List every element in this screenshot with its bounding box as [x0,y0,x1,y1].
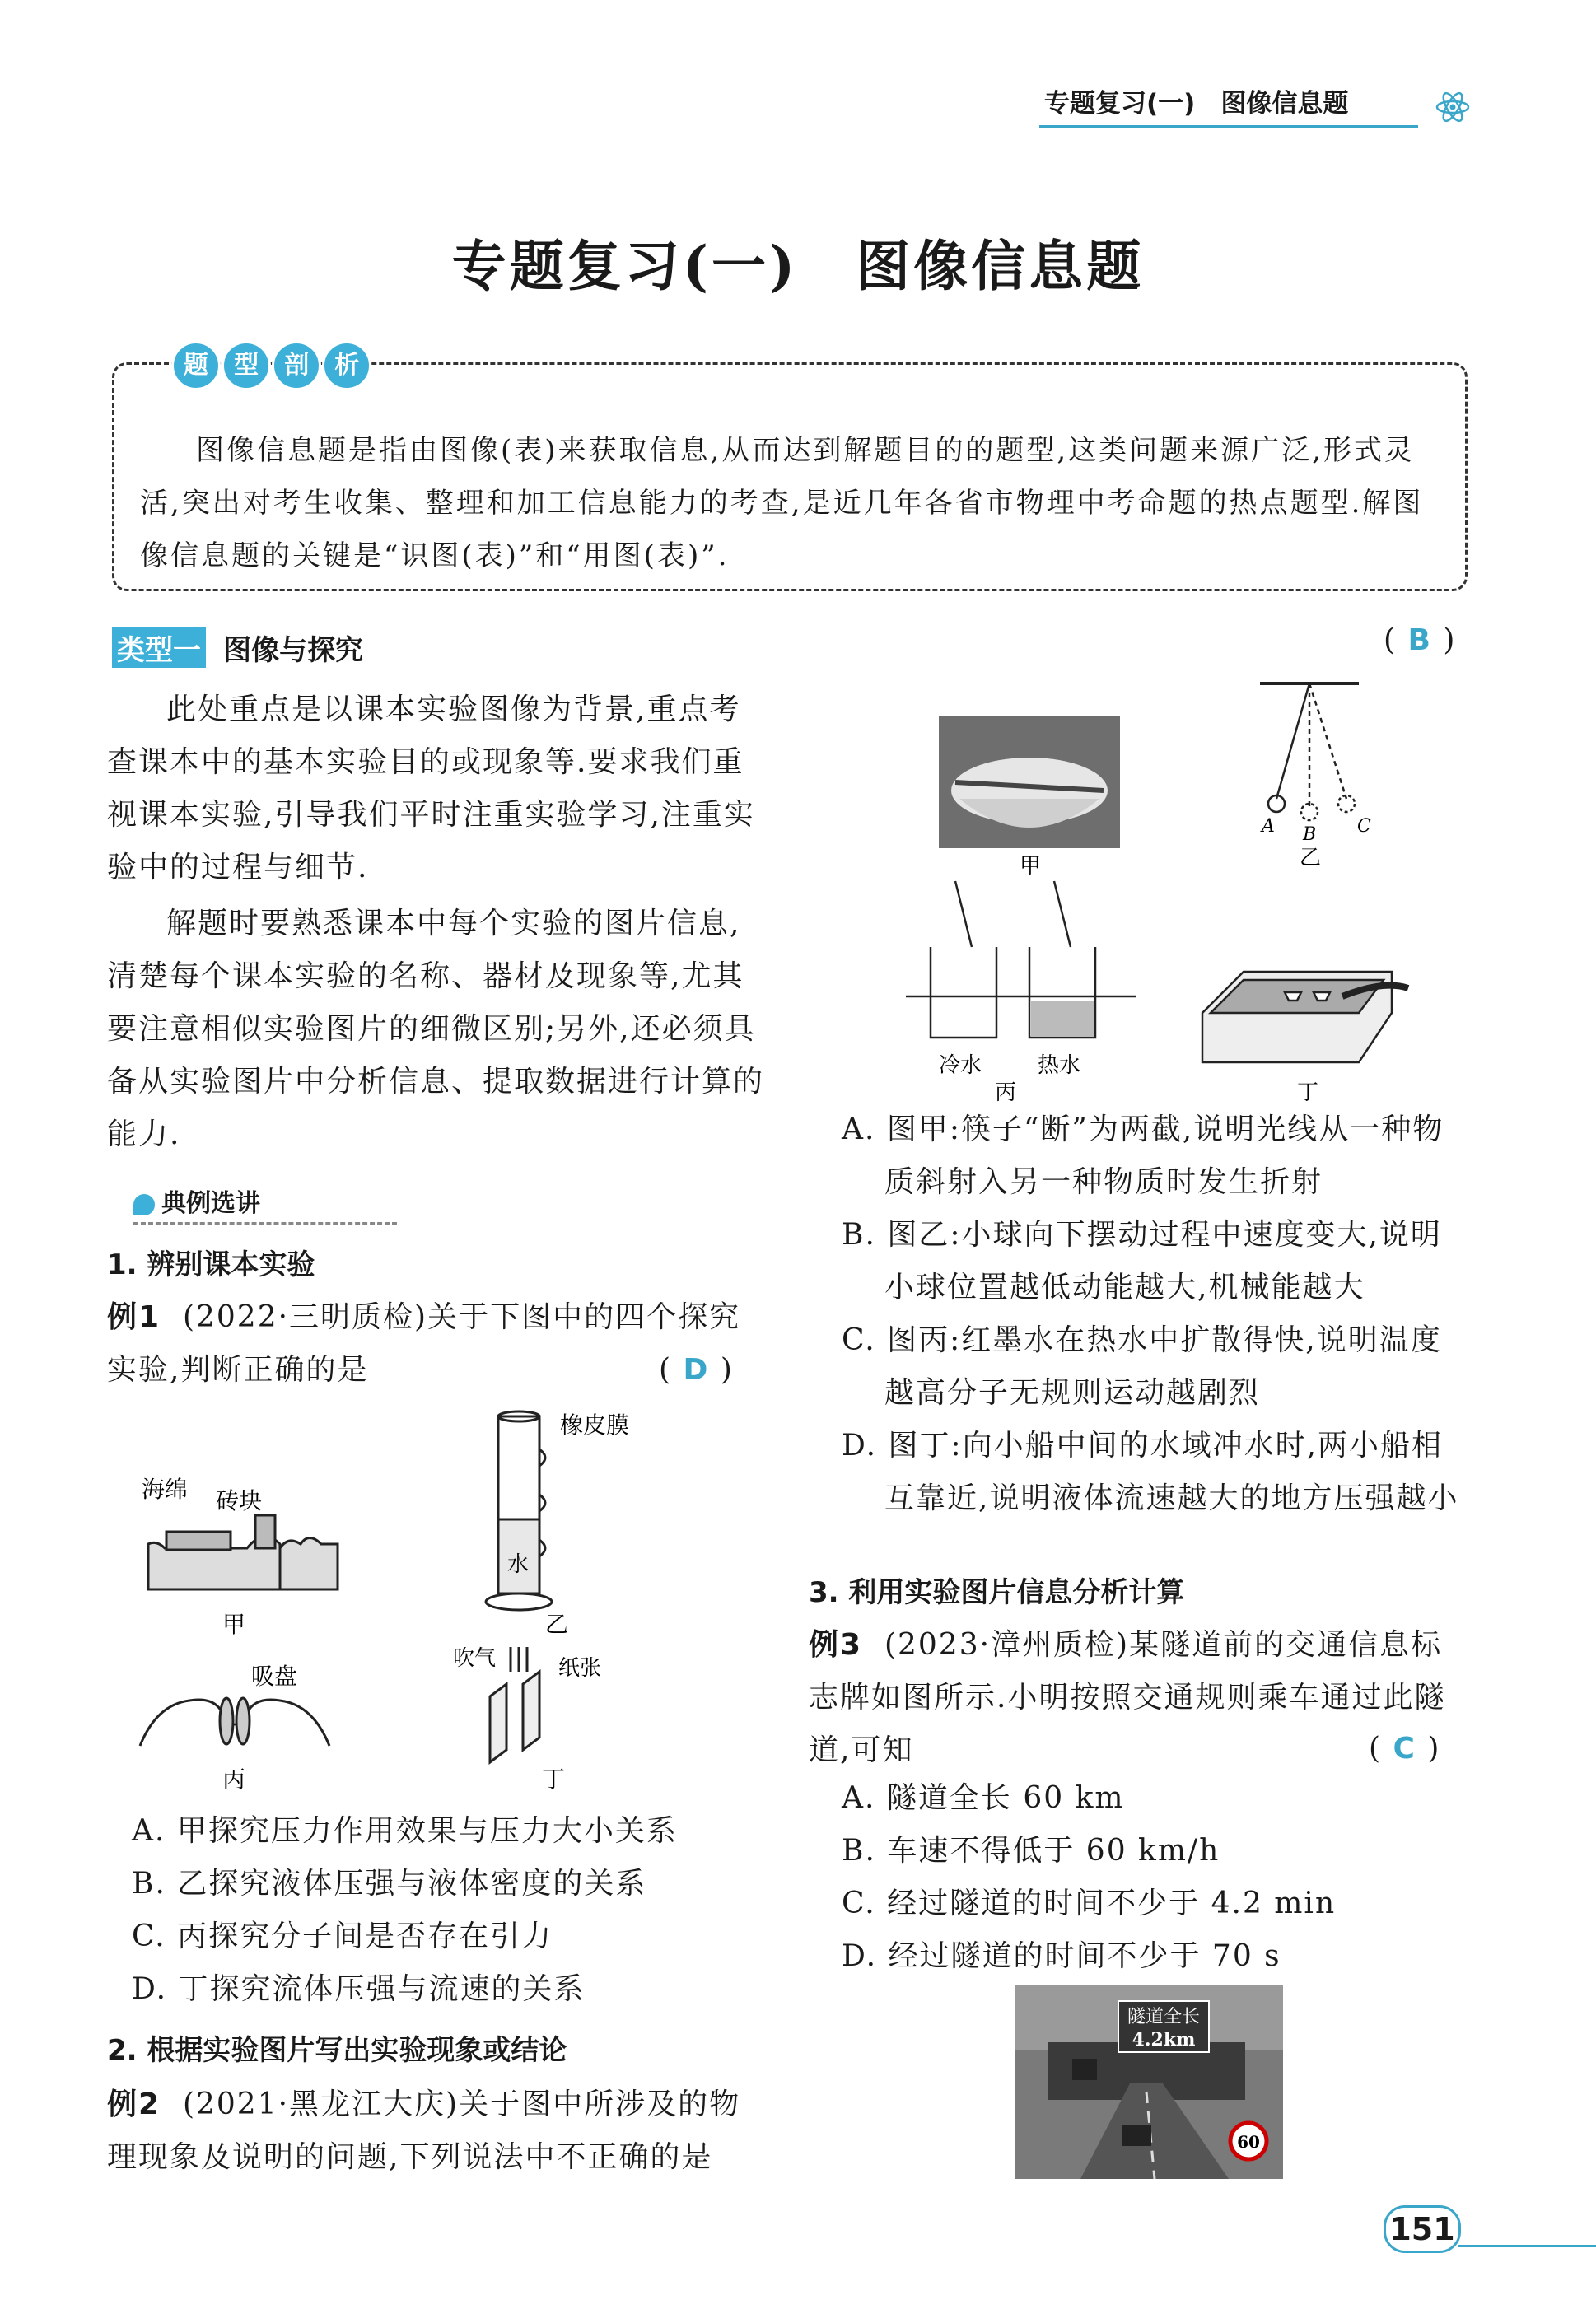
paper-figure [490,1647,539,1762]
ex2-answer-letter: B [1407,623,1432,657]
label-sucker: 吸盘 [251,1663,298,1690]
ex2-options [842,1103,1468,1525]
ex1-options [132,1805,774,2016]
label-bing: 丙 [995,1080,1017,1103]
label-yi: 乙 [1300,846,1322,870]
section-1-title: 1. 辨别课本实验 [107,1248,315,1281]
ex3-option-b: B. 车速不得低于 60 km/h [842,1834,1220,1868]
ex1-option-a: A. 甲探究压力作用效果与压力大小关系 [132,1814,678,1848]
sign-line2: 4.2km [1132,2029,1196,2050]
label-water: 水 [507,1552,530,1577]
type1-para2: 解题时要熟悉课本中每个实验的图片信息,清楚每个课本实验的名称、器材及现象等,尤其要注意相似实验图片的细微区别;另外,还必须具备从实验图片中分析信息、提取数据进行计算的能力. [107,907,765,1151]
type1-title: 图像与探究 [223,634,364,667]
ex3-option-d: D. 经过隧道的时间不少于 70 s [842,1939,1281,1973]
label-paper: 纸张 [558,1656,602,1681]
ex2-stem [107,2078,766,2184]
pendulum-figure [1260,683,1359,820]
examples-header [133,1183,397,1225]
ex2-option-c: C. 图丙:红墨水在热水中扩散得快,说明温度越高分子无规则运动越剧烈 [842,1323,1442,1410]
badge-char: 剖 [272,341,321,390]
label-jia: 甲 [222,1611,246,1638]
ex3-answer: ( C ) [1369,1732,1441,1766]
analysis-badge [171,341,368,390]
label-c: C [1357,816,1371,837]
section-3-title: 3. 利用实验图片信息分析计算 [809,1576,1185,1609]
sign-line1: 隧道全长 [1127,2007,1201,2027]
running-header: 专题复习(一) 图像信息题 [1044,89,1349,119]
page-title: 专题复习(一) 图像信息题 [451,234,1145,298]
ex2-figures [898,667,1441,1103]
ex2-option-d: D. 图丁:向小船中间的水域冲水时,两小船相互靠近,说明液体流速越大的地方压强越小 [842,1429,1459,1515]
badge-char: 题 [171,341,221,390]
ex1-option-d: D. 丁探究流体压强与流速的关系 [132,1972,586,2006]
cylinder-figure [486,1411,552,1610]
ex2-label: 例2 [107,2088,161,2121]
ex3-answer-letter: C [1393,1732,1416,1766]
ex1-figures [124,1400,766,1795]
label-a: A [1262,816,1275,837]
label-jia: 甲 [1020,854,1042,879]
label-b: B [1303,824,1317,845]
label-brick: 砖块 [216,1487,263,1514]
ex2-option-b: B. 图乙:小球向下摆动过程中速度变大,说明小球位置越低动能越大,机械能越大 [842,1218,1442,1304]
speed-limit: 60 [1237,2132,1260,2152]
type1-para1: 此处重点是以课本实验图像为背景,重点考查课本中的基本实验目的或现象等.要求我们重视课本实验,引导我们平时注重实验学习,注重实验中的过程与细节. [107,693,755,884]
section-2-title: 2. 根据实验图片写出实验现象或结论 [107,2034,567,2067]
label-ding: 丁 [1297,1080,1319,1103]
ex2-stem-text: (2021·黑龙江大庆)关于图中所涉及的物理现象及说明的问题,下列说法中不正确的是 [107,2088,741,2174]
sponge-figure [148,1515,338,1589]
ex3-options [842,1772,1468,1983]
type1-heading [112,627,771,668]
ex2-answer: ( B ) [1384,623,1457,657]
atom-icon [1435,89,1471,128]
ex3-option-c: C. 经过隧道的时间不少于 4.2 min [842,1887,1337,1920]
badge-char: 析 [322,341,371,390]
ex1-label: 例1 [107,1300,161,1334]
analysis-text: 图像信息题是指由图像(表)来获取信息,从而达到解题目的的题型,这类问题来源广泛,形式灵活,突出对考生收集、整理和加工信息能力的考查,是近几年各省市物理中考命题的热点题型.解图像信息题的关键是“识图(表)”和“用图(表)”. [140,434,1424,572]
label-blow: 吹气 [453,1646,497,1671]
label-cold: 冷水 [939,1053,982,1078]
label-bing: 丙 [222,1766,246,1793]
ex3-option-a: A. 隧道全长 60 km [842,1781,1125,1815]
ex1-option-c: C. 丙探究分子间是否存在引力 [132,1920,553,1953]
header-rule [1039,125,1418,128]
flame-icon [133,1194,155,1215]
examples-header-label: 典例选讲 [161,1189,260,1218]
label-yi: 乙 [545,1611,569,1638]
label-sponge: 海绵 [142,1476,189,1503]
ex1-option-b: B. 乙探究液体压强与液体密度的关系 [132,1867,647,1901]
bowl-photo [939,716,1120,848]
page-number: 151 [1384,2205,1461,2253]
label-film: 橡皮膜 [560,1411,630,1439]
ex1-answer-letter: D [683,1353,710,1387]
type1-tag: 类型一 [112,627,206,668]
label-ding: 丁 [542,1766,566,1793]
ex2-option-a: A. 图甲:筷子“断”为两截,说明光线从一种物质斜射入另一种物质时发生折射 [842,1113,1444,1199]
page-rule [1458,2245,1596,2247]
sucker-figure [140,1698,329,1746]
ex1-stem-text: (2022·三明质检)关于下图中的四个探究实验,判断正确的是 [107,1300,741,1387]
tank-figure [1202,972,1408,1062]
ex3-label: 例3 [809,1628,863,1662]
tunnel-photo [1015,1985,1283,2179]
ex1-answer: ( D ) [659,1353,734,1387]
badge-char: 型 [222,341,271,390]
label-hot: 热水 [1038,1053,1081,1078]
beaker-figure [906,881,1136,1038]
ex3-stem-text: (2023·漳州质检)某隧道前的交通信息标志牌如图所示.小明按照交通规则乘车通过此隧道,可知 [809,1628,1446,1767]
